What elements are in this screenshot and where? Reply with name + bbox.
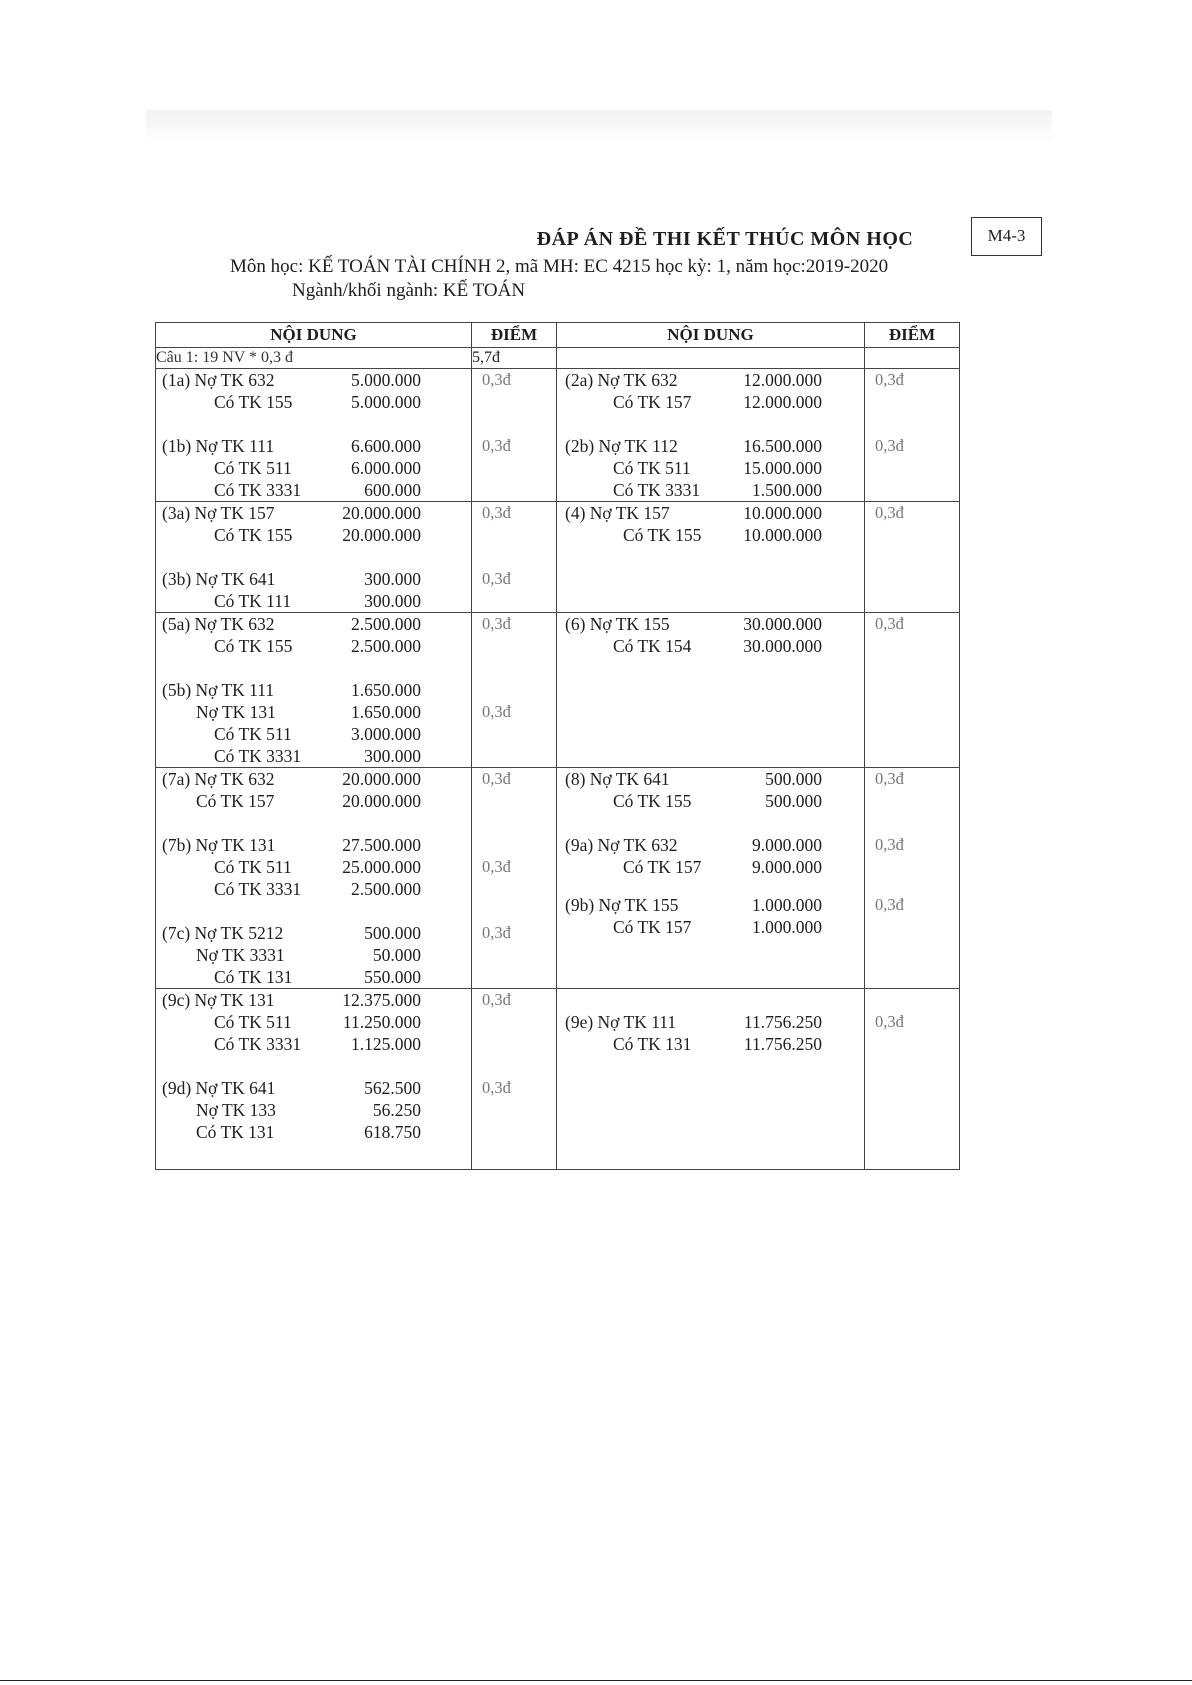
amount: 11.756.250	[743, 1012, 822, 1032]
amount: 20.000.000	[342, 525, 421, 545]
score: 0,3đ	[482, 614, 511, 633]
amount: 30.000.000	[743, 636, 822, 656]
score: 0,3đ	[482, 436, 511, 455]
account: Có TK 157	[613, 917, 692, 937]
entry-9e	[557, 1011, 864, 1055]
amount: 600.000	[364, 480, 421, 500]
amount: 12.000.000	[743, 370, 822, 390]
account: Nợ TK 3331	[196, 945, 285, 965]
account: (8) Nợ TK 641	[565, 769, 670, 789]
amount: 30.000.000	[743, 614, 822, 634]
score-cell	[865, 989, 960, 1170]
account: (7b) Nợ TK 131	[162, 835, 276, 855]
entry-9d	[156, 1077, 471, 1143]
amount: 15.000.000	[743, 458, 822, 478]
amount: 25.000.000	[342, 857, 421, 877]
table-section	[156, 768, 960, 989]
table-section	[156, 502, 960, 613]
account: (6) Nợ TK 155	[565, 614, 670, 634]
amount: 6.000.000	[351, 458, 421, 478]
amount: 20.000.000	[342, 791, 421, 811]
account: Có TK 155	[214, 636, 293, 656]
amount: 12.375.000	[342, 990, 421, 1010]
account: Có TK 511	[214, 1012, 292, 1032]
amount: 562.500	[364, 1078, 421, 1098]
account: Có TK 3331	[214, 879, 302, 899]
amount: 20.000.000	[342, 503, 421, 523]
score: 0,3đ	[482, 990, 511, 1009]
entry-2a	[557, 369, 864, 413]
amount: 11.250.000	[342, 1012, 421, 1032]
entry-9c	[156, 989, 471, 1055]
score-cell	[472, 502, 557, 613]
account: Có TK 3331	[214, 746, 302, 766]
empty-cell	[557, 348, 865, 369]
amount: 9.000.000	[752, 835, 822, 855]
entry-7b	[156, 834, 471, 900]
account: (9d) Nợ TK 641	[162, 1078, 276, 1098]
entry-1a	[156, 369, 471, 413]
amount: 1.125.000	[351, 1034, 421, 1054]
amount: 1.000.000	[752, 917, 822, 937]
account: Có TK 3331	[613, 480, 701, 500]
score: 0,3đ	[875, 436, 904, 455]
header-score-right: ĐIỂM	[865, 323, 960, 348]
content-cell	[557, 989, 865, 1170]
score-cell	[865, 369, 960, 502]
content-cell	[156, 613, 472, 768]
account: (7a) Nợ TK 632	[162, 769, 275, 789]
entry-3a	[156, 502, 471, 546]
amount: 1.000.000	[752, 895, 822, 915]
account: Có TK 511	[214, 857, 292, 877]
amount: 2.500.000	[351, 614, 421, 634]
account: Có TK 155	[623, 525, 702, 545]
amount: 10.000.000	[743, 503, 822, 523]
amount: 5.000.000	[351, 392, 421, 412]
score: 0,3đ	[482, 569, 511, 588]
amount: 12.000.000	[743, 392, 822, 412]
content-cell	[557, 613, 865, 768]
score-cell	[865, 613, 960, 768]
major-info: Ngành/khối ngành: KẾ TOÁN	[292, 280, 526, 301]
account: (5b) Nợ TK 111	[162, 680, 275, 700]
account: Có TK 3331	[214, 1034, 302, 1054]
account: (7c) Nợ TK 5212	[162, 923, 284, 943]
entry-1b	[156, 435, 471, 501]
amount: 50.000	[372, 945, 421, 965]
account: Có TK 131	[613, 1034, 692, 1054]
account: (9c) Nợ TK 131	[162, 990, 275, 1010]
entry-5b	[156, 679, 471, 767]
amount: 300.000	[364, 569, 421, 589]
entry-7c	[156, 922, 471, 988]
account: (1a) Nợ TK 632	[162, 370, 275, 390]
account: (1b) Nợ TK 111	[162, 436, 275, 456]
account: Có TK 3331	[214, 480, 302, 500]
amount: 10.000.000	[743, 525, 822, 545]
question-score: 5,7đ	[472, 348, 557, 369]
score: 0,3đ	[875, 370, 904, 389]
scan-top-band	[146, 110, 1052, 144]
score: 0,3đ	[482, 702, 511, 721]
entry-5a	[156, 613, 471, 657]
amount: 2.500.000	[351, 636, 421, 656]
score: 0,3đ	[482, 923, 511, 942]
account: Nợ TK 133	[196, 1100, 276, 1120]
score: 0,3đ	[482, 1078, 511, 1097]
amount: 5.000.000	[351, 370, 421, 390]
account: Có TK 511	[214, 458, 292, 478]
account: Có TK 155	[214, 525, 293, 545]
exam-code-box: M4-3	[971, 217, 1042, 256]
question-label: Câu 1: 19 NV * 0,3 đ	[156, 348, 472, 369]
content-cell	[557, 369, 865, 502]
empty-cell	[865, 348, 960, 369]
score: 0,3đ	[875, 769, 904, 788]
account: Có TK 157	[196, 791, 275, 811]
amount: 6.600.000	[351, 436, 421, 456]
amount: 56.250	[372, 1100, 421, 1120]
course-info: Môn học: KẾ TOÁN TÀI CHÍNH 2, mã MH: EC 4215 học kỳ: 1, năm học:2019-2020	[230, 256, 889, 277]
score-cell	[472, 369, 557, 502]
entry-7a	[156, 768, 471, 812]
account: Có TK 511	[214, 724, 292, 744]
account: (2a) Nợ TK 632	[565, 370, 678, 390]
header-content-left: NỘI DUNG	[156, 323, 472, 348]
amount: 3.000.000	[351, 724, 421, 744]
score: 0,3đ	[482, 857, 511, 876]
score-cell	[472, 989, 557, 1170]
account: (3a) Nợ TK 157	[162, 503, 275, 523]
document-title: ĐÁP ÁN ĐỀ THI KẾT THÚC MÔN HỌC	[536, 228, 914, 250]
amount: 11.756.250	[743, 1034, 822, 1054]
entry-2b	[557, 435, 864, 501]
score-cell	[865, 502, 960, 613]
account: (4) Nợ TK 157	[565, 503, 670, 523]
account: (9e) Nợ TK 111	[565, 1012, 677, 1032]
question-row	[156, 348, 960, 369]
account: Nợ TK 131	[196, 702, 276, 722]
table-header-row	[156, 323, 960, 348]
account: Có TK 131	[214, 967, 293, 987]
amount: 1.650.000	[351, 702, 421, 722]
amount: 20.000.000	[342, 769, 421, 789]
account: Có TK 155	[214, 392, 293, 412]
account: Có TK 511	[613, 458, 691, 478]
score: 0,3đ	[875, 1012, 904, 1031]
account: Có TK 157	[613, 392, 692, 412]
table-section	[156, 989, 960, 1170]
score: 0,3đ	[482, 503, 511, 522]
account: Có TK 131	[196, 1122, 275, 1142]
account: (9b) Nợ TK 155	[565, 895, 679, 915]
score-cell	[472, 613, 557, 768]
score: 0,3đ	[482, 370, 511, 389]
amount: 550.000	[364, 967, 421, 987]
answer-table	[155, 322, 960, 1170]
account: Có TK 155	[613, 791, 692, 811]
account: (9a) Nợ TK 632	[565, 835, 678, 855]
entry-4	[557, 502, 864, 546]
score: 0,3đ	[482, 769, 511, 788]
account: Có TK 154	[613, 636, 692, 656]
content-cell	[156, 768, 472, 989]
entry-8	[557, 768, 864, 812]
amount: 16.500.000	[743, 436, 822, 456]
account: (3b) Nợ TK 641	[162, 569, 276, 589]
amount: 618.750	[364, 1122, 421, 1142]
account: (5a) Nợ TK 632	[162, 614, 275, 634]
content-cell	[156, 502, 472, 613]
table-section	[156, 613, 960, 768]
amount: 27.500.000	[342, 835, 421, 855]
entry-9b	[557, 894, 864, 938]
account: Có TK 157	[623, 857, 702, 877]
score-cell	[865, 768, 960, 989]
amount: 500.000	[364, 923, 421, 943]
account: (2b) Nợ TK 112	[565, 436, 678, 456]
entry-3b	[156, 568, 471, 612]
entry-6	[557, 613, 864, 657]
content-cell	[156, 989, 472, 1170]
header-content-right: NỘI DUNG	[557, 323, 865, 348]
score: 0,3đ	[875, 895, 904, 914]
score: 0,3đ	[875, 503, 904, 522]
header-score-left: ĐIỂM	[472, 323, 557, 348]
amount: 500.000	[765, 769, 822, 789]
score: 0,3đ	[875, 614, 904, 633]
content-cell	[557, 502, 865, 613]
content-cell	[557, 768, 865, 989]
amount: 9.000.000	[752, 857, 822, 877]
table-section	[156, 369, 960, 502]
amount: 300.000	[364, 746, 421, 766]
amount: 500.000	[765, 791, 822, 811]
score-cell	[472, 768, 557, 989]
amount: 300.000	[364, 591, 421, 611]
page-bottom-rule	[0, 1680, 1192, 1681]
entry-9a	[557, 834, 864, 878]
account: Có TK 111	[214, 591, 292, 611]
amount: 1.650.000	[351, 680, 421, 700]
score: 0,3đ	[875, 835, 904, 854]
content-cell	[156, 369, 472, 502]
amount: 2.500.000	[351, 879, 421, 899]
amount: 1.500.000	[752, 480, 822, 500]
